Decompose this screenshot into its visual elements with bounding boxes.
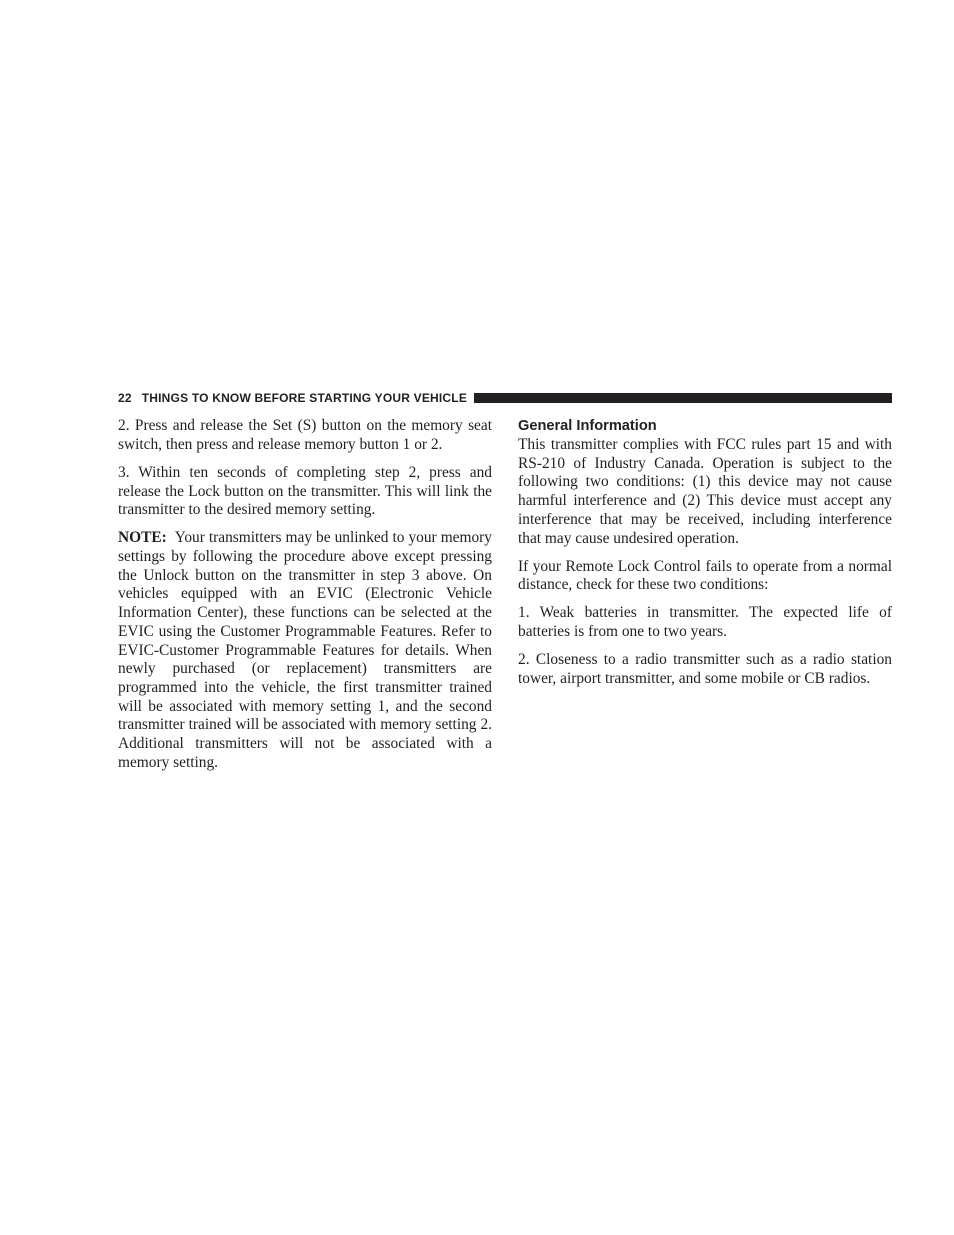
page-number: 22 xyxy=(118,391,132,405)
remote-fails-paragraph: If your Remote Lock Control fails to operate from a normal distance, check for these two conditions: xyxy=(518,557,892,594)
general-information-heading: General Information xyxy=(518,418,657,434)
step-2-paragraph: 2. Press and release the Set (S) button on the memory seat switch, then press and release memory button 1 or 2. xyxy=(118,417,492,453)
note-paragraph xyxy=(118,529,492,772)
condition-1-paragraph: 1. Weak batteries in transmitter. The expected life of batteries is from one to two years. xyxy=(518,604,892,641)
right-column xyxy=(518,417,892,698)
step-3-paragraph: 3. Within ten seconds of completing step 2, press and release the Lock button on the transmitter. This will link the transmitter to the desired memory setting. xyxy=(118,463,492,519)
note-label: NOTE: xyxy=(118,529,167,547)
fcc-compliance-paragraph: This transmitter complies with FCC rules part 15 and with RS-210 of Industry Canada. Operation is subject to the following two conditions: (1) this device may not cause harmful interference and (2) This device must accept any interference that may be received, including interference that may cause undesired operation. xyxy=(518,436,892,547)
section-title: THINGS TO KNOW BEFORE STARTING YOUR VEHICLE xyxy=(141,391,468,405)
note-text: Your transmitters may be unlinked to your memory settings by following the procedure above except pressing the Unlock button on the transmitter in step 3 above. On vehicles equipped with an EVIC (Electronic Vehicle Information Center), these functions can be selected at the EVIC using the Customer Programmable Features. Refer to EVIC-Customer Programmable Features for details. When newly purchased (or replacement) transmitters are programmed into the vehicle, the first transmitter trained will be associated with memory setting 1, and the second transmitter trained will be associated with memory setting 2. Additional transmitters will not be associated with a memory setting. xyxy=(118,529,492,771)
header-rule xyxy=(474,393,892,403)
condition-2-paragraph: 2. Closeness to a radio transmitter such as a radio station tower, airport transmitter, and some mobile or CB radios. xyxy=(518,651,892,687)
page-header xyxy=(118,390,892,406)
left-column xyxy=(118,417,492,782)
